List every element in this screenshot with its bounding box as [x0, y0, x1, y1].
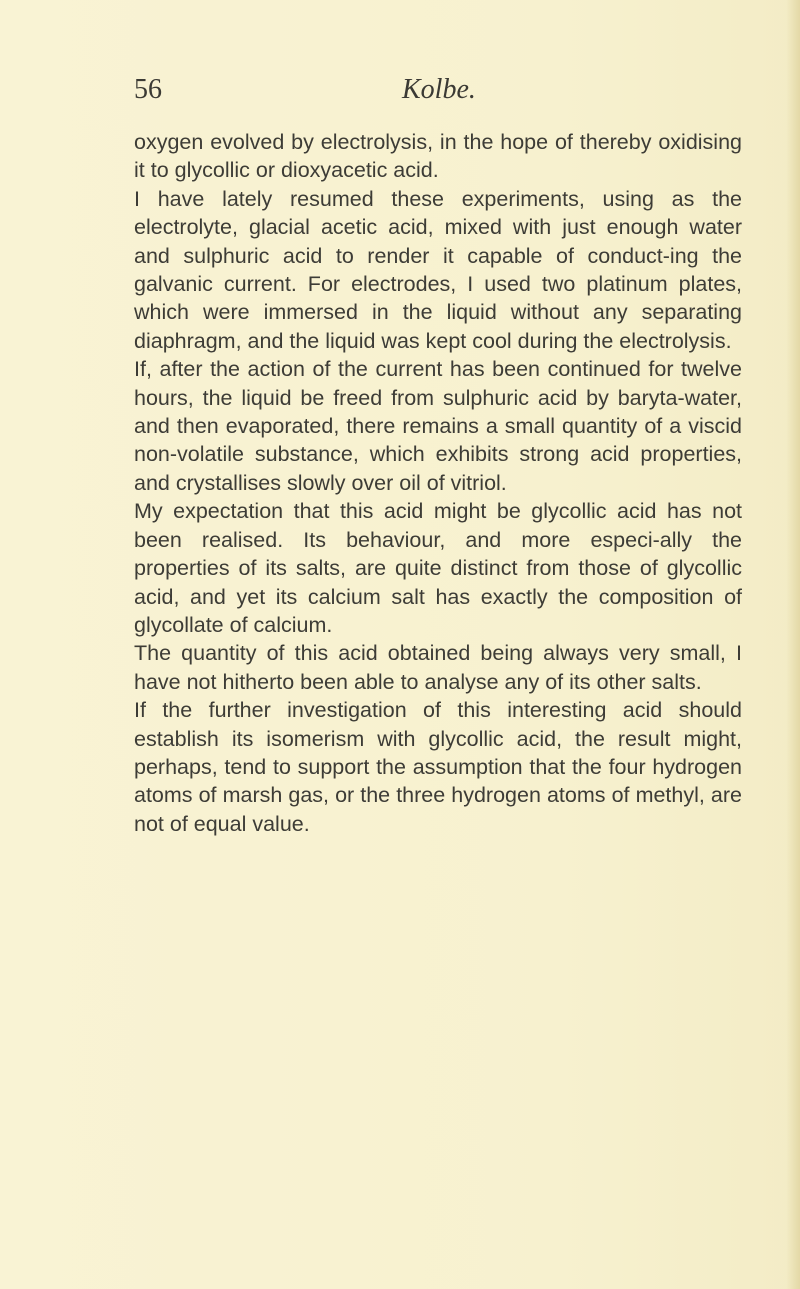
page-edge-shadow — [786, 0, 800, 1289]
paragraph-1: oxygen evolved by electrolysis, in the hope of thereby oxidising it to glycollic or dioxyacetic acid. — [134, 130, 742, 183]
paragraph-4: My expectation that this acid might be glycollic acid has not been realised. Its behaviour, and more especi-ally the properties of its salts, are quite distinct from those of glycollic acid, and yet its calcium salt has exactly the composition of glycollate of calcium. — [134, 499, 742, 637]
paragraph-3: If, after the action of the current has been continued for twelve hours, the liquid be freed from sulphuric acid by baryta-water, and then evaporated, there remains a small quantity of a viscid non-volatile substance, which exhibits strong acid properties, and crystallises slowly over oil of vitriol. — [134, 357, 742, 495]
paragraph-5: The quantity of this acid obtained being always very small, I have not hitherto been able to analyse any of its other salts. — [134, 641, 742, 694]
page-header — [134, 72, 734, 112]
page-number: 56 — [134, 74, 162, 105]
paragraph-6: If the further investigation of this interesting acid should establish its isomerism with glycollic acid, the result might, perhaps, tend to support the assumption that the four hydrogen atoms of marsh gas, or the three hydrogen atoms of methyl, are not of equal value. — [134, 698, 742, 836]
paragraph-2: I have lately resumed these experiments, using as the electrolyte, glacial acetic acid, mixed with just enough water and sulphuric acid to render it capable of conduct-ing the galvanic current. For electrodes, I used two platinum plates, which were immersed in the liquid without any separating diaphragm, and the liquid was kept cool during the electrolysis. — [134, 186, 742, 353]
body-text — [134, 128, 742, 838]
running-head: Kolbe. — [402, 74, 476, 105]
